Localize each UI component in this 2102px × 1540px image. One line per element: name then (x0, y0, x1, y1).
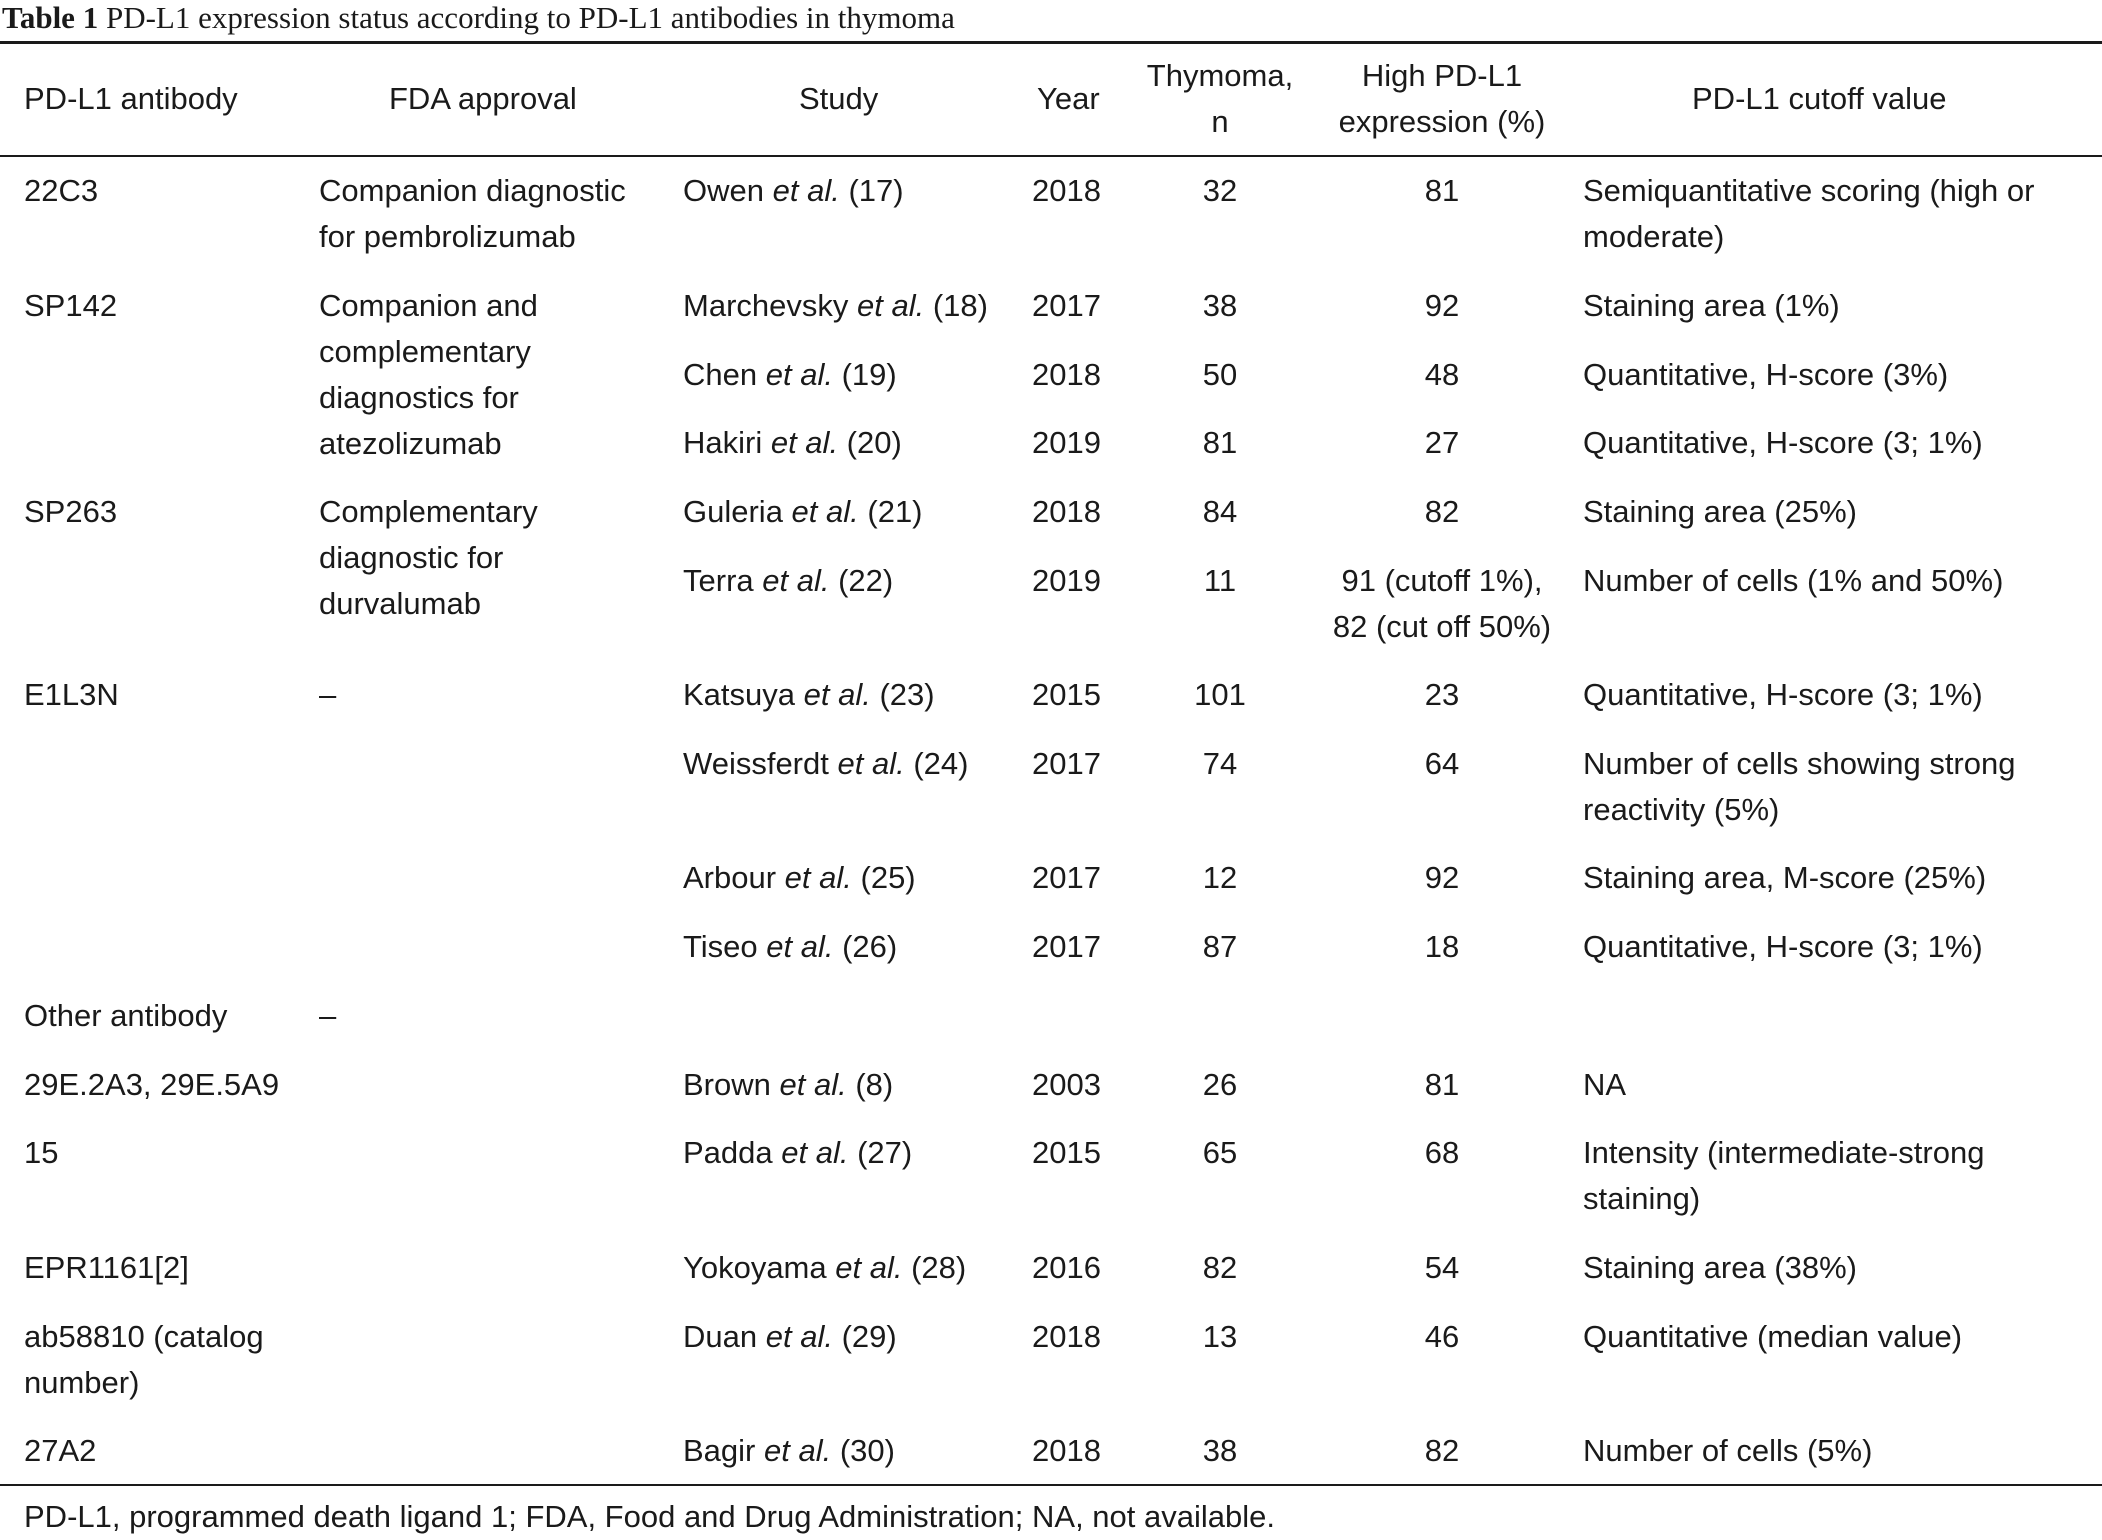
study-etal: et al. (766, 929, 834, 964)
cell-thymoma-n: 65 (1202, 1135, 1238, 1170)
header-thymoma-line1: Thymoma, (1146, 58, 1294, 93)
cell-cutoff: reactivity (5%) (1583, 792, 1780, 827)
table-caption-text: PD-L1 expression status according to PD-L1 antibodies in thymoma (105, 0, 955, 35)
study-author: Hakiri (683, 425, 771, 460)
cell-study (683, 1130, 912, 1176)
header-rule (0, 155, 2102, 157)
cell-fda-approval: atezolizumab (319, 426, 502, 461)
study-author: Terra (683, 563, 763, 598)
cell-year: 2019 (1032, 563, 1101, 598)
header-antibody: PD-L1 antibody (24, 81, 238, 116)
cell-cutoff: moderate) (1583, 219, 1725, 254)
study-etal: et al. (781, 1135, 849, 1170)
cell-high-expression: 27 (1424, 425, 1460, 460)
study-etal: et al. (784, 860, 852, 895)
study-ref: (26) (833, 929, 898, 964)
cell-study (683, 741, 968, 787)
study-etal: et al. (770, 425, 839, 460)
study-etal: et al. (765, 1319, 833, 1354)
cell-year: 2018 (1032, 357, 1101, 392)
cell-thymoma-n: 74 (1202, 746, 1238, 781)
cell-cutoff: Quantitative, H-score (3; 1%) (1583, 677, 1983, 712)
study-etal: et al. (856, 288, 925, 323)
cell-fda-approval: durvalumab (319, 586, 481, 621)
cell-high-expression: 92 (1424, 288, 1460, 323)
cell-study (683, 1245, 966, 1291)
cell-year: 2016 (1032, 1250, 1101, 1285)
cell-cutoff: NA (1583, 1067, 1627, 1102)
study-ref: (21) (858, 494, 923, 529)
cell-study (683, 420, 902, 466)
study-ref: (28) (902, 1250, 967, 1285)
table-caption-label: Table 1 (2, 0, 99, 35)
study-etal: et al. (803, 677, 871, 712)
cell-thymoma-n: 26 (1202, 1067, 1238, 1102)
cell-year: 2015 (1032, 677, 1101, 712)
cell-high-expression: 48 (1424, 357, 1460, 392)
study-author: Chen (683, 357, 766, 392)
top-rule (0, 41, 2102, 44)
cell-thymoma-n: 82 (1202, 1250, 1238, 1285)
study-author: Weissferdt (683, 746, 838, 781)
cell-fda-approval: Companion diagnostic (319, 173, 626, 208)
cell-fda-approval: – (319, 998, 337, 1033)
cell-antibody: E1L3N (24, 677, 119, 712)
cell-high-expression: 92 (1424, 860, 1460, 895)
cell-thymoma-n: 38 (1202, 288, 1238, 323)
study-ref: (22) (829, 563, 894, 598)
study-ref: (24) (904, 746, 969, 781)
cell-fda-approval: Companion and (319, 288, 538, 323)
cell-cutoff: Quantitative, H-score (3; 1%) (1583, 425, 1983, 460)
cell-year: 2017 (1032, 929, 1101, 964)
cell-high-expression: 46 (1424, 1319, 1460, 1354)
cell-cutoff: Number of cells (1% and 50%) (1583, 563, 2004, 598)
study-author: Marchevsky (683, 288, 857, 323)
cell-fda-approval: – (319, 677, 337, 712)
cell-fda-approval: for pembrolizumab (319, 219, 576, 254)
header-year: Year (1037, 81, 1100, 116)
study-etal: et al. (763, 1433, 832, 1468)
cell-year: 2019 (1032, 425, 1101, 460)
cell-high-expression: 54 (1424, 1250, 1460, 1285)
header-high-line1: High PD-L1 (1361, 58, 1523, 93)
cell-thymoma-n: 13 (1202, 1319, 1238, 1354)
cell-year: 2018 (1032, 1319, 1101, 1354)
cell-thymoma-n: 12 (1202, 860, 1238, 895)
study-ref: (18) (924, 288, 988, 323)
cell-study (683, 352, 897, 398)
cell-cutoff: Staining area (38%) (1583, 1250, 1857, 1285)
cell-thymoma-n: 11 (1203, 563, 1237, 598)
study-author: Duan (683, 1319, 766, 1354)
cell-cutoff: Staining area (1%) (1583, 288, 1840, 323)
study-author: Katsuya (683, 677, 804, 712)
cell-thymoma-n: 32 (1202, 173, 1238, 208)
study-author: Guleria (683, 494, 792, 529)
study-ref: (20) (838, 425, 902, 460)
cell-antibody: 22C3 (24, 173, 99, 208)
cell-year: 2017 (1032, 288, 1101, 323)
cell-cutoff: Number of cells (5%) (1583, 1433, 1873, 1468)
study-ref: (17) (839, 173, 904, 208)
cell-cutoff: Staining area, M-score (25%) (1583, 860, 1987, 895)
cell-cutoff: Quantitative, H-score (3; 1%) (1583, 929, 1983, 964)
study-etal: et al. (791, 494, 859, 529)
cell-study (683, 168, 904, 214)
cell-thymoma-n: 50 (1202, 357, 1238, 392)
cell-fda-approval: diagnostics for (319, 380, 519, 415)
study-author: Arbour (683, 860, 785, 895)
table-caption (2, 0, 955, 40)
cell-study (683, 1314, 897, 1360)
bottom-rule (0, 1484, 2102, 1486)
study-etal: et al. (765, 357, 833, 392)
cell-antibody: 27A2 (24, 1433, 97, 1468)
cell-study (683, 855, 916, 901)
cell-antibody: ab58810 (catalog (24, 1319, 264, 1354)
cell-year: 2017 (1032, 746, 1101, 781)
cell-antibody: SP142 (24, 288, 118, 323)
cell-antibody: 29E.2A3, 29E.5A9 (24, 1067, 280, 1102)
cell-year: 2018 (1032, 173, 1101, 208)
cell-high-expression: 64 (1424, 746, 1460, 781)
cell-study (683, 283, 988, 329)
cell-high-expression: 82 (1424, 1433, 1460, 1468)
cell-high-expression: 23 (1424, 677, 1460, 712)
cell-cutoff: Quantitative (median value) (1583, 1319, 1963, 1354)
study-etal: et al. (837, 746, 905, 781)
cell-high-expression: 18 (1424, 929, 1460, 964)
cell-high-expression: 68 (1424, 1135, 1460, 1170)
cell-thymoma-n: 87 (1202, 929, 1238, 964)
cell-cutoff: Number of cells showing strong (1583, 746, 2016, 781)
cell-year: 2003 (1032, 1067, 1101, 1102)
cell-cutoff: Semiquantitative scoring (high or (1583, 173, 2035, 208)
cell-fda-approval: diagnostic for (319, 540, 504, 575)
cell-thymoma-n: 81 (1202, 425, 1238, 460)
cell-high-expression: 81 (1424, 1067, 1460, 1102)
cell-thymoma-n: 38 (1202, 1433, 1238, 1468)
table-footnote: PD-L1, programmed death ligand 1; FDA, Food and Drug Administration; NA, not available. (24, 1499, 1275, 1534)
study-ref: (25) (851, 860, 916, 895)
cell-antibody: EPR1161[2] (24, 1250, 189, 1285)
cell-cutoff: Quantitative, H-score (3%) (1583, 357, 1949, 392)
header-fda-approval: FDA approval (389, 81, 577, 116)
cell-antibody: number) (24, 1365, 140, 1400)
study-ref: (8) (846, 1067, 894, 1102)
study-ref: (29) (832, 1319, 897, 1354)
header-thymoma-line2: n (1211, 104, 1229, 139)
cell-year: 2018 (1032, 1433, 1101, 1468)
study-etal: et al. (762, 563, 830, 598)
study-author: Brown (683, 1067, 780, 1102)
study-author: Yokoyama (683, 1250, 836, 1285)
cell-study (683, 489, 923, 535)
cell-study (683, 1062, 893, 1108)
header-high-line2: expression (%) (1338, 104, 1546, 139)
cell-study (683, 924, 897, 970)
cell-antibody: SP263 (24, 494, 118, 529)
cell-antibody: Other antibody (24, 998, 228, 1033)
cell-high-expression: 91 (cutoff 1%), (1341, 563, 1543, 598)
study-author: Owen (683, 173, 773, 208)
study-ref: (30) (831, 1433, 895, 1468)
study-ref: (23) (870, 677, 935, 712)
cell-study (683, 1428, 895, 1474)
header-study: Study (799, 81, 879, 116)
cell-cutoff: Intensity (intermediate-strong (1583, 1135, 1985, 1170)
cell-high-expression: 82 (cut off 50%) (1332, 609, 1552, 644)
cell-study (683, 558, 893, 604)
cell-study (683, 672, 935, 718)
cell-high-expression: 82 (1424, 494, 1460, 529)
cell-high-expression: 81 (1424, 173, 1460, 208)
cell-thymoma-n: 101 (1194, 677, 1246, 712)
study-author: Bagir (683, 1433, 764, 1468)
cell-thymoma-n: 84 (1202, 494, 1238, 529)
study-etal: et al. (835, 1250, 903, 1285)
cell-year: 2017 (1032, 860, 1101, 895)
cell-fda-approval: Complementary (319, 494, 538, 529)
cell-cutoff: Staining area (25%) (1583, 494, 1857, 529)
study-ref: (19) (832, 357, 897, 392)
cell-fda-approval: complementary (319, 334, 531, 369)
header-cutoff: PD-L1 cutoff value (1692, 81, 1947, 116)
study-ref: (27) (848, 1135, 913, 1170)
cell-year: 2018 (1032, 494, 1101, 529)
study-author: Padda (683, 1135, 782, 1170)
study-etal: et al. (772, 173, 840, 208)
study-author: Tiseo (683, 929, 767, 964)
study-etal: et al. (779, 1067, 847, 1102)
cell-cutoff: staining) (1583, 1181, 1701, 1216)
cell-year: 2015 (1032, 1135, 1101, 1170)
cell-antibody: 15 (24, 1135, 59, 1170)
